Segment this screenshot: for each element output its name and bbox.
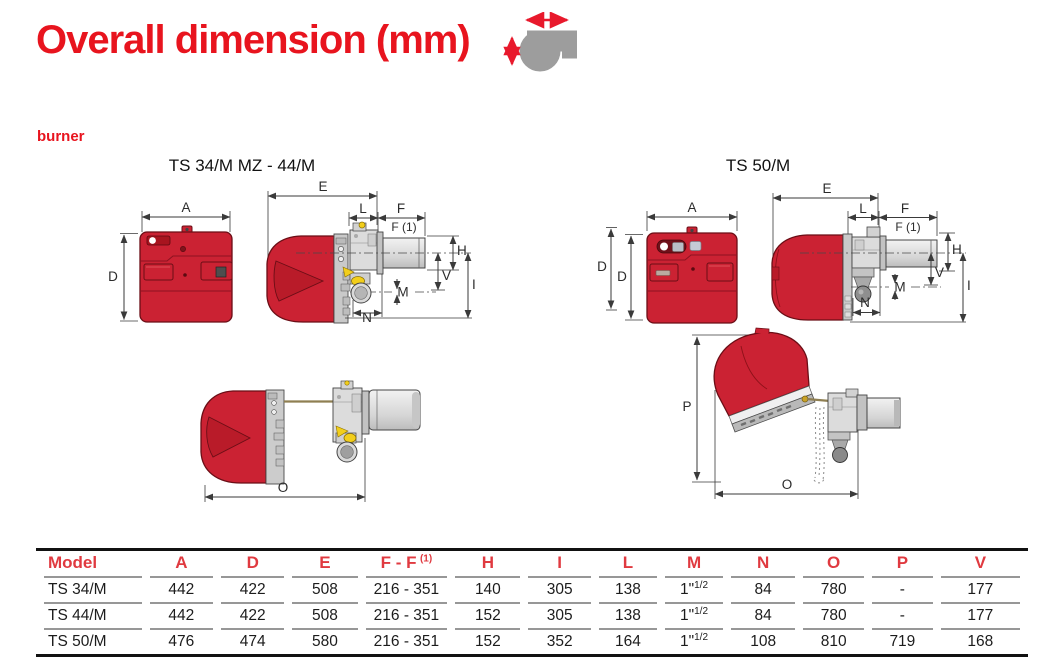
- diagram-title-right: TS 50/M: [725, 156, 791, 175]
- dim-label-D-outer: D: [597, 259, 607, 274]
- cell-v: 168: [967, 632, 994, 650]
- cell-l: 164: [615, 632, 641, 650]
- dim-label-F1-2: F (1): [895, 220, 921, 234]
- page-title: Overall dimension (mm): [36, 18, 470, 62]
- front-view-ts50: [597, 200, 737, 323]
- open-view-ts50: [682, 328, 900, 499]
- cell-v: 177: [941, 604, 1020, 630]
- side-view-ts34: [267, 179, 476, 325]
- cell-i: 305: [528, 604, 590, 630]
- diagram-ts50: [595, 150, 1035, 550]
- cell-o: 810: [820, 632, 847, 650]
- dim-label-H2: H: [952, 242, 962, 257]
- dim-label-E2: E: [822, 181, 832, 196]
- dim-label-I2: I: [967, 278, 971, 293]
- cell-model: TS 34/M: [44, 578, 142, 604]
- cell-h: 152: [455, 604, 520, 630]
- cell-m: [665, 604, 723, 630]
- dimensions-table: [36, 548, 1028, 657]
- cell-a: 476: [168, 632, 195, 650]
- cell-l: 138: [599, 578, 657, 604]
- dim-label-H: H: [457, 243, 467, 258]
- valve-ghost-outline: [815, 407, 816, 478]
- open-view-ts34: [201, 381, 420, 502]
- cell-p: -: [872, 604, 933, 630]
- dim-label-O: O: [277, 480, 289, 495]
- cell-h: 152: [474, 632, 501, 650]
- dim-label-V2: V: [935, 265, 945, 280]
- cell-model: TS 44/M: [44, 604, 142, 630]
- dim-label-O2: O: [781, 477, 793, 492]
- cell-d: 422: [221, 604, 284, 630]
- dim-label-V: V: [442, 268, 452, 283]
- cell-m-base: 1": [680, 607, 695, 625]
- diagram-title-left: TS 34/M MZ - 44/M: [168, 156, 316, 175]
- col-header-i: I: [528, 551, 590, 578]
- table-row-ts50: [44, 630, 1020, 654]
- cell-f: 216 - 351: [366, 604, 448, 630]
- dim-label-N: N: [362, 310, 372, 325]
- cell-e: 580: [312, 632, 338, 650]
- cell-o: 780: [803, 578, 864, 604]
- burner-section-label: burner: [37, 128, 85, 145]
- cell-e: 508: [292, 604, 357, 630]
- cell-h: 140: [455, 578, 520, 604]
- cell-e: 508: [292, 578, 357, 604]
- ignition-cap-yellow: [359, 222, 365, 228]
- fan-volute-shape: [520, 31, 578, 72]
- col-header-n: N: [731, 551, 795, 578]
- table-header-row: [44, 551, 1020, 578]
- dim-label-I: I: [472, 277, 476, 292]
- cell-m-sup: 1/2: [694, 580, 709, 591]
- dim-label-N2: N: [860, 295, 870, 310]
- dim-label-A: A: [181, 200, 191, 215]
- cell-p: -: [872, 578, 933, 604]
- col-header-e: E: [292, 551, 357, 578]
- cell-n: 84: [731, 578, 795, 604]
- cell-i: 352: [546, 632, 573, 650]
- col-header-a: A: [150, 551, 213, 578]
- cell-m-sup: 1/2: [694, 632, 709, 644]
- cell-a: 442: [150, 578, 213, 604]
- cell-o: 780: [803, 604, 864, 630]
- cell-f: 216 - 351: [366, 578, 448, 604]
- cell-m-sup: 1/2: [694, 606, 709, 618]
- dim-label-A2: A: [687, 200, 697, 215]
- col-header-l: L: [599, 551, 657, 578]
- front-view-ts34: [108, 200, 232, 322]
- dim-label-E: E: [318, 179, 328, 194]
- dim-label-F1: F (1): [391, 220, 417, 234]
- col-header-f-base: F - F: [380, 553, 417, 572]
- cell-m: [665, 630, 723, 654]
- blower-icon: [500, 12, 585, 74]
- col-header-h: H: [455, 551, 520, 578]
- col-header-v: V: [941, 551, 1020, 578]
- dim-label-P: P: [682, 399, 692, 414]
- dim-label-D: D: [108, 269, 118, 284]
- dim-label-L2: L: [859, 201, 867, 216]
- cell-p: 719: [889, 632, 916, 650]
- col-header-f: [366, 551, 448, 578]
- cell-m-base: 1": [680, 581, 695, 599]
- cell-d: 422: [221, 578, 284, 604]
- cell-m-base: 1": [680, 633, 695, 651]
- blast-tube-ts50: [886, 240, 937, 267]
- dim-label-L: L: [359, 201, 367, 216]
- dim-label-M: M: [397, 284, 409, 300]
- dim-label-F: F: [396, 201, 406, 216]
- col-header-model: Model: [44, 551, 142, 578]
- cell-i: 305: [528, 578, 590, 604]
- cell-v: 177: [941, 578, 1020, 604]
- cell-l: 138: [599, 604, 657, 630]
- col-header-p: P: [872, 551, 933, 578]
- col-header-o: O: [803, 551, 864, 578]
- col-header-f-sup: (1): [419, 553, 433, 565]
- table-row-ts44: [44, 604, 1020, 630]
- dim-label-M2: M: [894, 279, 906, 295]
- col-header-d: D: [221, 551, 284, 578]
- cell-n: 84: [731, 604, 795, 630]
- cell-model: TS 50/M: [48, 632, 107, 650]
- dim-label-D-inner: D: [617, 269, 627, 284]
- col-header-m: M: [665, 551, 723, 578]
- cell-a: 442: [150, 604, 213, 630]
- cell-f: 216 - 351: [373, 632, 440, 650]
- cell-d: 474: [239, 632, 266, 650]
- dim-label-F2: F: [900, 201, 910, 216]
- side-view-ts50: [772, 181, 971, 322]
- table-row-ts34: [44, 578, 1020, 604]
- cell-m: [665, 578, 723, 604]
- cell-n: 108: [750, 632, 777, 650]
- diagram-ts34-44: [100, 150, 490, 550]
